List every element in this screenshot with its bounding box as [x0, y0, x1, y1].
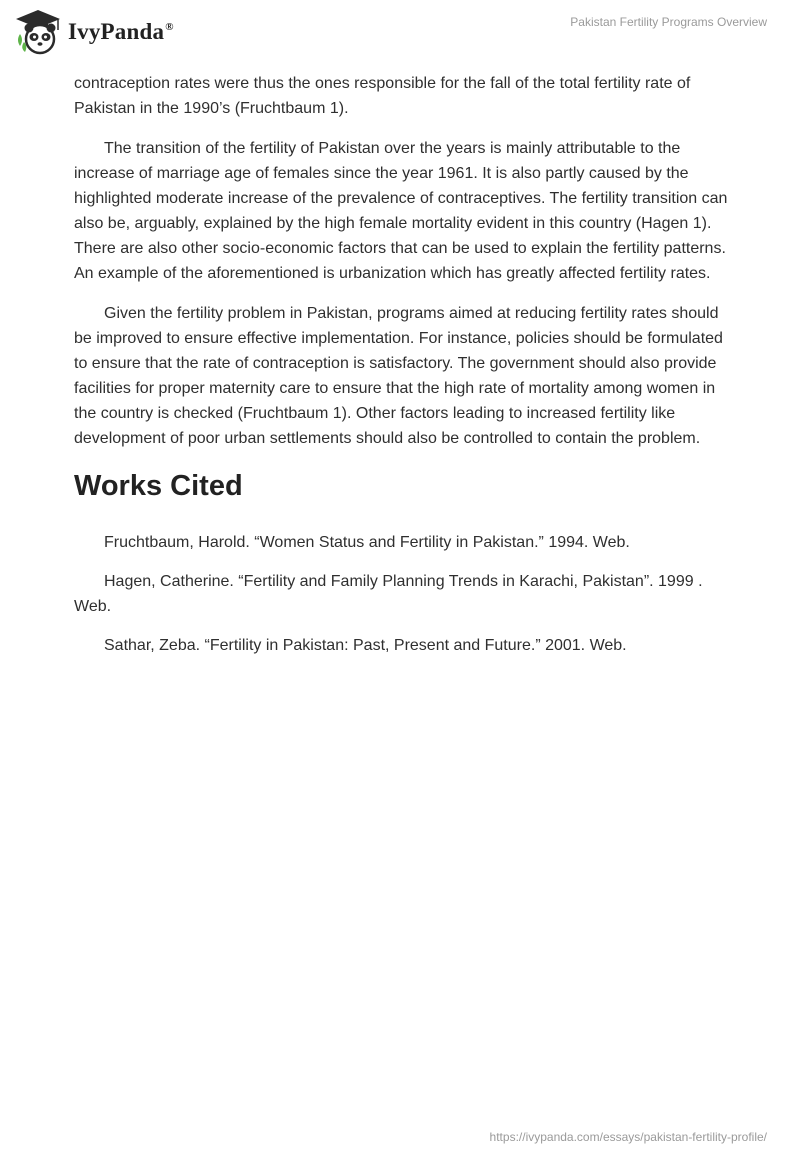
source-url[interactable]: https://ivypanda.com/essays/pakistan-fertility-profile/ [489, 1130, 767, 1144]
page-header [0, 0, 800, 64]
body-paragraph: Given the fertility problem in Pakistan, programs aimed at reducing fertility rates should be improved to ensure effective implementation. For instance, policies should be formulated to ensure that the rate of contraception is satisfactory. The government should also provide facilities for proper maternity care to ensure that the high rate of mortality among women in the country is checked (Fruchtbaum 1). Other factors leading to increased fertility like development of poor urban settlements should also be controlled to contain the problem. [74, 305, 723, 447]
citation-entry: Hagen, Catherine. “Fertility and Family Planning Trends in Karachi, Pakistan”. 1999 . Web. [74, 573, 703, 615]
body-paragraph: contraception rates were thus the ones responsible for the fall of the total fertility rate of Pakistan in the 1990’s (Fruchtbaum 1). [74, 75, 691, 117]
citation-entry: Fruchtbaum, Harold. “Women Status and Fertility in Pakistan.” 1994. Web. [104, 534, 630, 551]
panda-logo-icon [14, 8, 62, 56]
body-paragraph: The transition of the fertility of Pakistan over the years is mainly attributable to the increase of marriage age of females since the year 1961. It is also partly caused by the highlighted moderate increase of the prevalence of contraceptives. The fertility transition can also be, arguably, explained by the high female mortality evident in this country (Hagen 1). There are also other socio-economic factors that can be used to explain the fertility patterns. An example of the aforementioned is urbanization which has greatly affected fertility rates. [74, 140, 728, 282]
brand-name: IvyPanda® [68, 19, 174, 44]
document-title: Pakistan Fertility Programs Overview [570, 15, 767, 29]
works-cited-heading: Works Cited [74, 470, 243, 502]
essay-content [74, 71, 730, 672]
brand-logo[interactable] [14, 8, 174, 56]
citation-entry: Sathar, Zeba. “Fertility in Pakistan: Past, Present and Future.” 2001. Web. [104, 637, 627, 654]
